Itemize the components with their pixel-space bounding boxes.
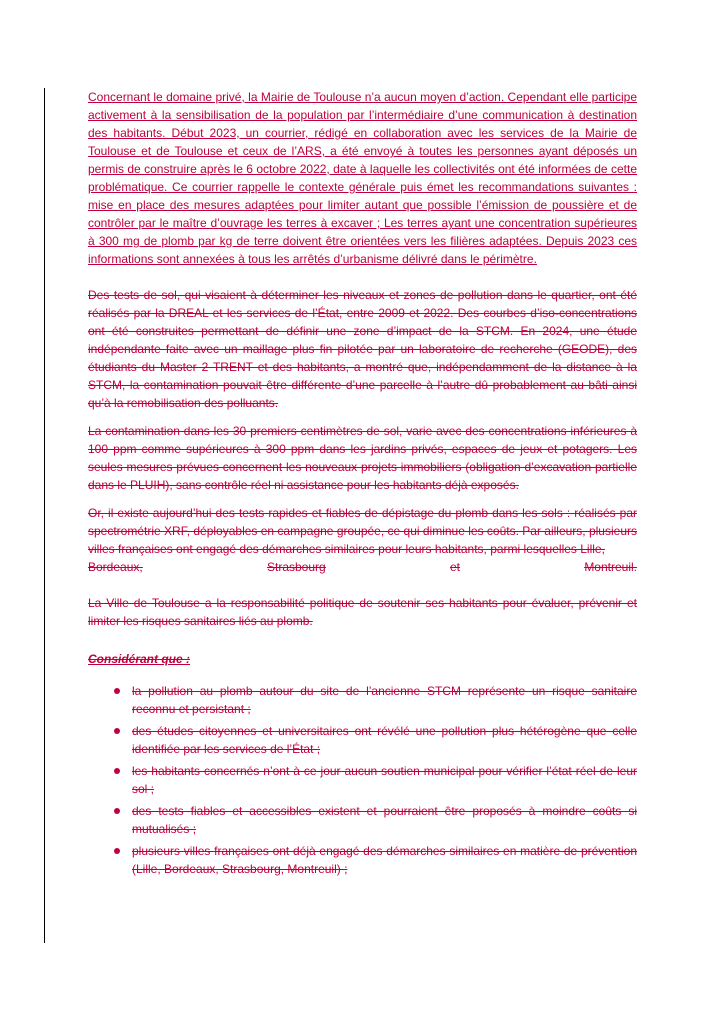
revision-change-bar (44, 88, 45, 943)
considering-heading: Considérant que : (88, 652, 191, 666)
list-item: plusieurs villes françaises ont déjà engagé des démarches similaires en matière de prévention (Lille, Bordeaux, Strasbourg, Montreuil) ; (112, 842, 637, 878)
deleted-paragraph-city-responsibility: La Ville de Toulouse a la responsabilité politique de soutenir ses habitants pour évaluer, prévenir et limiter les risques sanitaires liés au plomb. (88, 596, 637, 628)
considering-list (112, 682, 637, 878)
bullet-icon (114, 848, 120, 854)
word-et: et (450, 560, 461, 574)
list-item: les habitants concernés n’ont à ce jour aucun soutien municipal pour vérifier l’état réel de leur sol ; (112, 762, 637, 798)
deleted-paragraph-soil-tests: Des tests de sol, qui visaient à déterminer les niveaux et zones de pollution dans le quartier, ont été réalisés par la DREAL et les services de l’État, entre 2009 et 2022. Des courbes d’iso-concentrations ont été construites permettant de définir une zone d’impact de la STCM. En 2024, une étude indépendante faite avec un maillage plus fin pilotée par un laboratoire de recherche (GEODE), des étudiants du Master 2 TRENT et des habitants, a montré que, indépendamment de la distance à la STCM, la contamination pouvait être différente d’une parcelle à l’autre dû probablement au bâti ainsi qu’à la remobilisation des polluants. (88, 288, 637, 410)
inserted-paragraph-private-domain: Concernant le domaine privé, la Mairie de Toulouse n’a aucun moyen d’action. Cependant elle participe activement à la sensibilisation de la population par l’intermédiaire d’une communication à destination des habitants. Début 2023, un courrier, rédigé en collaboration avec les services de la Mairie de Toulouse et de Toulouse et ceux de l’ARS, a été envoyé à toutes les personnes ayant déposés un permis de construire après le 6 octobre 2022, date à laquelle les collectivités ont été informées de cette problématique. Ce courrier rappelle le contexte générale puis émet les recommandations suivantes : mise en place des mesures adaptées pour limiter autant que possible l’émission de poussière et de contrôler par le maître d’ouvrage les terres à excaver ; Les terres ayant une concentration supérieures à 300 mg de plomb par kg de terre doivent être orientées vers les filières adaptées. Depuis 2023 ces informations sont annexées à tous les arrêtés d’urbanisme délivré dans le périmètre. (88, 90, 637, 266)
list-item: la pollution au plomb autour du site de l’ancienne STCM représente un risque sanitaire reconnu et persistant ; (112, 682, 637, 718)
deleted-paragraph-contamination: La contamination dans les 30 premiers centimètres de sol, varie avec des concentrations inférieures à 100 ppm comme supérieures à 300 ppm dans les jardins privés, espaces de jeux et potagers. Les seules mesures prévues concernent les nouveaux projets immobiliers (obligation d’excavation partielle dans le PLUIH), sans contrôle réel ni assistance pour les habitants déjà exposés. (88, 424, 637, 492)
xrf-paragraph-last-line (88, 558, 637, 576)
bullet-icon (114, 808, 120, 814)
bullet-icon (114, 688, 120, 694)
paragraph-gap (88, 278, 637, 286)
xrf-paragraph-text: Or, il existe aujourd’hui des tests rapides et fiables de dépistage du plomb dans les sols : réalisés par spectrométrie XRF, déployables en campagne groupée, ce qui diminue les coûts. Par ailleurs, plusieurs villes françaises ont engagé des démarches similaires pour leurs habitants, parmi lesquelles Lille, (88, 506, 637, 556)
city-bordeaux: Bordeaux, (88, 560, 143, 574)
city-strasbourg: Strasbourg (267, 560, 326, 574)
list-item: des tests fiables et accessibles existent et pourraient être proposés à moindre coûts si mutualisés ; (112, 802, 637, 838)
paragraph-gap (88, 586, 637, 594)
city-montreuil: Montreuil. (584, 560, 637, 574)
list-item: des études citoyennes et universitaires ont révélé une pollution plus hétérogène que celle identifiée par les services de l’État ; (112, 722, 637, 758)
document-body (88, 88, 637, 882)
bullet-icon (114, 728, 120, 734)
deleted-paragraph-xrf-tests (88, 504, 637, 576)
bullet-icon (114, 768, 120, 774)
